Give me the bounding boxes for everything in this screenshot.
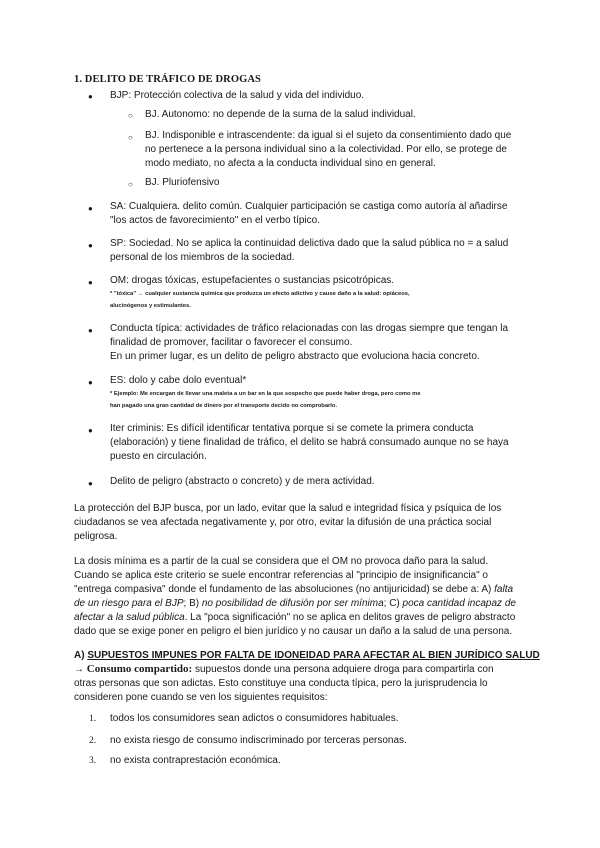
bullet-icon: ● bbox=[88, 378, 93, 387]
paragraph-line: consideren pone cuando se ven los siguientes requisitos: bbox=[74, 692, 328, 703]
peligro-line: Delito de peligro (abstracto o concreto) y de mera actividad. bbox=[110, 476, 375, 487]
paragraph-line bbox=[74, 582, 513, 597]
section-a-heading-text: SUPUESTOS IMPUNES POR FALTA DE IDONEIDAD PARA AFECTAR AL BIEN JURÍDICO SALUD bbox=[87, 650, 540, 661]
om-footnote: * "tóxica" → cualquier sustancia química que produzca un efecto adictivo y cause daño a la salud: opiáceos, bbox=[110, 291, 410, 297]
bullet-icon: ● bbox=[88, 426, 93, 435]
iter-line-cont: puesto en circulación. bbox=[110, 451, 207, 462]
text-run: . La "poca significación" no se aplica en delitos graves de peligro abstracto bbox=[184, 612, 516, 623]
bjp-subitem: BJ. Autonomo: no depende de la suma de la salud individual. bbox=[145, 109, 416, 120]
bjp-subitem-cont: modo mediato, no afecta a la conducta individual sino en general. bbox=[145, 158, 436, 169]
italic-text: poca cantidad incapaz de bbox=[402, 598, 516, 609]
list-number: 3. bbox=[89, 756, 97, 766]
paragraph-line: ciudadanos se vea afectada negativamente y, por otro, evitar la difusión de una práctica social bbox=[74, 517, 492, 528]
arrow-icon: → bbox=[74, 664, 87, 675]
requirement-item: no exista contraprestación económica. bbox=[110, 755, 281, 766]
list-number: 1. bbox=[89, 714, 97, 724]
paragraph-line: La protección del BJP busca, por un lado, evitar que la salud e integridad física y psíquica de los bbox=[74, 503, 502, 514]
paragraph-line bbox=[74, 610, 515, 625]
paragraph-line: La dosis mínima es a partir de la cual se considera que el OM no provoca daño para la salud. bbox=[74, 556, 489, 567]
om-footnote-cont: alucinógenos y estimulantes. bbox=[110, 303, 191, 309]
iter-line-cont: (elaboración) y tiene finalidad de tráfico, el delito se habrá consumado aunque no se haya bbox=[110, 437, 509, 448]
section-title: 1. DELITO DE TRÁFICO DE DROGAS bbox=[74, 74, 261, 85]
conducta-line-cont: En un primer lugar, es un delito de peligro abstracto que evoluciona hacia concreto. bbox=[110, 351, 480, 362]
italic-text: de un riesgo para el BJP bbox=[74, 598, 184, 609]
bullet-icon: ● bbox=[88, 241, 93, 250]
sa-line-cont: "los actos de favorecimiento" en el verbo típico. bbox=[110, 215, 320, 226]
paragraph-line bbox=[74, 596, 516, 611]
consumo-line bbox=[74, 662, 494, 677]
bullet-icon: ● bbox=[88, 326, 93, 335]
bullet-icon: ● bbox=[88, 92, 93, 101]
text-run: ; C) bbox=[383, 598, 403, 609]
iter-line: Iter criminis: Es difícil identificar tentativa porque si se comete la primera conducta bbox=[110, 423, 474, 434]
paragraph-line: dado que se exige poner en peligro el bien jurídico y no causar un daño a la salud de una persona. bbox=[74, 626, 513, 637]
consumo-term: Consumo compartido: bbox=[86, 663, 193, 675]
sp-line: SP: Sociedad. No se aplica la continuidad delictiva dado que la salud pública no = a salud bbox=[110, 238, 509, 249]
circle-bullet-icon: ○ bbox=[128, 180, 133, 189]
requirement-item: no exista riesgo de consumo indiscriminado por terceras personas. bbox=[110, 735, 407, 746]
conducta-line-cont: finalidad de promover, facilitar o favorecer el consumo. bbox=[110, 337, 353, 348]
es-footnote: * Ejemplo: Me encargan de llevar una maleta a un bar en la que sospecho que puede haber droga, pero como me bbox=[110, 391, 421, 397]
section-a-prefix: A) bbox=[74, 650, 88, 661]
bjp-subitem: BJ. Pluriofensivo bbox=[145, 177, 220, 188]
circle-bullet-icon: ○ bbox=[128, 111, 133, 120]
italic-text: afectar a la salud pública bbox=[74, 612, 185, 623]
sp-line-cont: personal de los miembros de la sociedad. bbox=[110, 252, 295, 263]
section-a-heading bbox=[74, 648, 540, 663]
italic-text: no posibilidad de difusión por ser mínima bbox=[201, 598, 384, 609]
om-line: OM: drogas tóxicas, estupefacientes o sustancias psicotrópicas. bbox=[110, 275, 395, 286]
bullet-icon: ● bbox=[88, 278, 93, 287]
paragraph-line: peligrosa. bbox=[74, 531, 118, 542]
es-footnote-cont: han pagado una gran cantidad de dinero por el transporte decido no comprobarlo. bbox=[110, 403, 338, 409]
bjp-subitem: BJ. Indisponible e intrascendente: da igual si el sujeto da consentimiento dado que bbox=[145, 130, 512, 141]
requirement-item: todos los consumidores sean adictos o consumidores habituales. bbox=[110, 713, 399, 724]
bjp-line: BJP: Protección colectiva de la salud y vida del individuo. bbox=[110, 90, 365, 101]
text-run: ; B) bbox=[183, 598, 202, 609]
italic-text: falta bbox=[494, 584, 514, 595]
bullet-icon: ● bbox=[88, 479, 93, 488]
text-run: supuestos donde una persona adquiere droga para compartirla con bbox=[192, 664, 494, 675]
bjp-subitem-cont: no pertenece a la persona individual sino a la colectividad. Por ello, se protege de bbox=[145, 144, 507, 155]
paragraph-line: Cuando se aplica este criterio se suele encontrar referencias al "principio de insignificancia" o bbox=[74, 570, 488, 581]
bullet-icon: ● bbox=[88, 204, 93, 213]
sa-line: SA: Cualquiera. delito común. Cualquier participación se castiga como autoría al añadirse bbox=[110, 201, 508, 212]
es-line: ES: dolo y cabe dolo eventual* bbox=[110, 375, 247, 386]
circle-bullet-icon: ○ bbox=[128, 133, 133, 142]
paragraph-line: otras personas que son adictas. Esto constituye una conducta típica, pero la jurisprudencia lo bbox=[74, 678, 488, 689]
list-number: 2. bbox=[89, 736, 97, 746]
conducta-line: Conducta típica: actividades de tráfico relacionadas con las drogas siempre que tengan la bbox=[110, 323, 509, 334]
text-run: "entrega compasiva" donde el fundamento de las absoluciones (no antijuricidad) se debe a: A) bbox=[74, 584, 495, 595]
